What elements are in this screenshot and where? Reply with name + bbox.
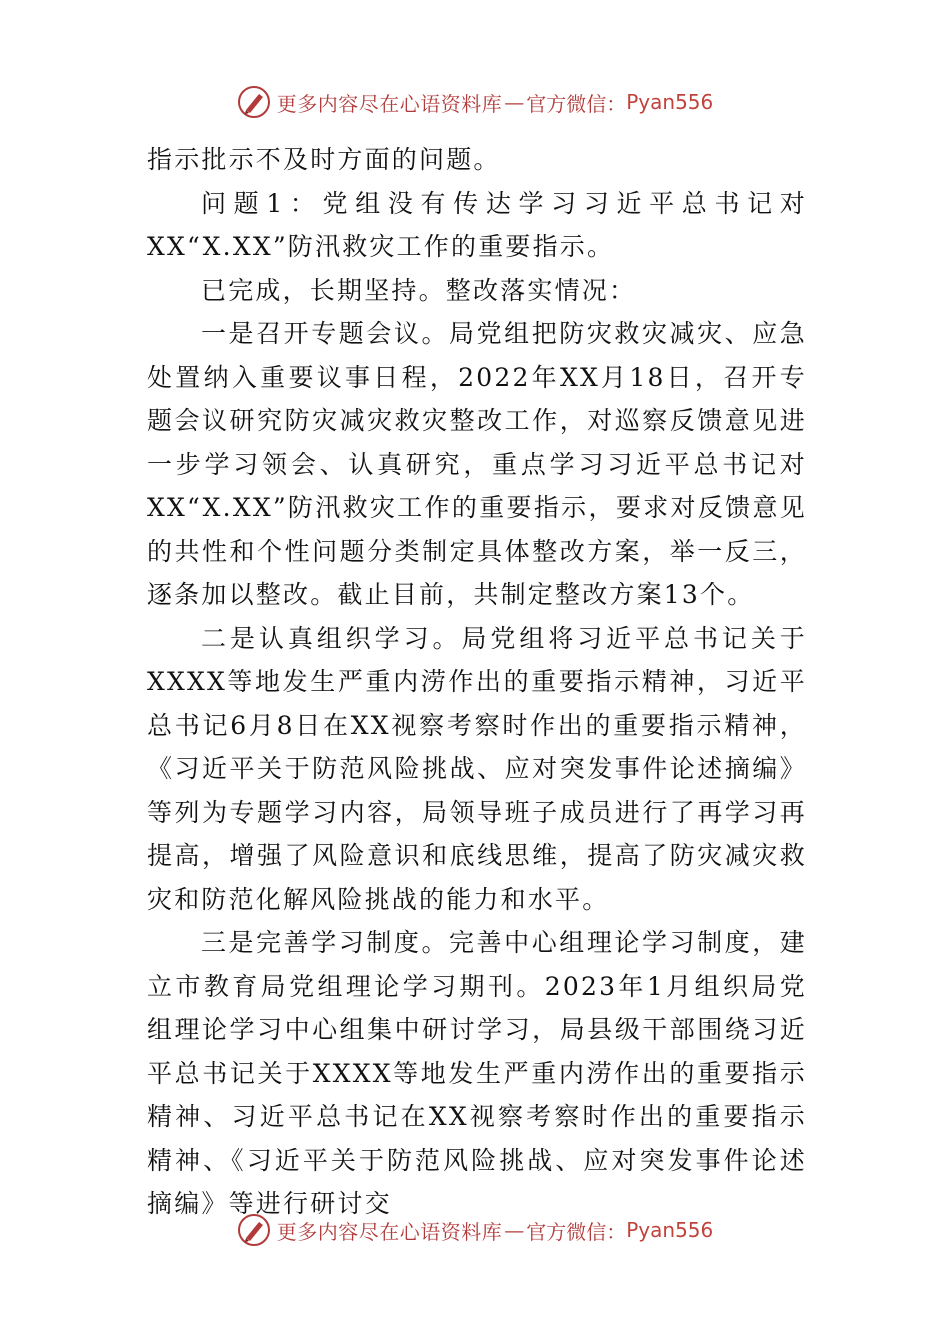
paragraph: 二是认真组织学习。局党组将习近平总书记关于XXXX等地发生严重内涝作出的重要指示精神，习近平总书记6月8日在XX视察考察时作出的重要指示精神，《习近平关于防范风险挑战、应对突发事件论述摘编》等列为专题学习内容，局领导班子成员进行了再学习再提高，增强了风险意识和底线思维，提高了防灾减灾救灾和防范化解风险挑战的能力和水平。 xyxy=(147,623,807,914)
pen-logo-icon xyxy=(237,85,271,119)
header-watermark xyxy=(0,82,950,122)
paragraph: 问题1：党组没有传达学习习近平总书记对XX“X.XX”防汛救灾工作的重要指示。 xyxy=(147,188,807,261)
watermark-wechat-id: Pyan556 xyxy=(626,90,714,114)
watermark-separator: — xyxy=(504,1218,525,1242)
watermark-wechat-label: 官方微信： xyxy=(526,91,627,116)
watermark-wechat-id: Pyan556 xyxy=(626,1218,714,1242)
footer-watermark xyxy=(0,1210,950,1250)
watermark-separator: — xyxy=(504,90,525,114)
watermark-wechat-label: 官方微信： xyxy=(526,1219,627,1244)
paragraph: 一是召开专题会议。局党组把防灾救灾减灾、应急处置纳入重要议事日程，2022年XX月18日，召开专题会议研究防灾减灾救灾整改工作，对巡察反馈意见进一步学习领会、认真研究，重点学习习近平总书记对XX“X.XX”防汛救灾工作的重要指示，要求对反馈意见的共性和个性问题分类制定具体整改方案，举一反三，逐条加以整改。截止目前，共制定整改方案13个。 xyxy=(147,319,807,609)
paragraph: 三是完善学习制度。完善中心组理论学习制度，建立市教育局党组理论学习期刊。2023年1月组织局党组理论学习中心组集中研讨学习，局县级干部围绕习近平总书记关于XXXX等地发生严重内涝作出的重要指示精神、习近平总书记在XX视察考察时作出的重要指示精神、《习近平关于防范风险挑战、应对突发事件论述摘编》等进行研讨交 xyxy=(147,928,807,1218)
paragraph: 已完成，长期坚持。整改落实情况： xyxy=(201,275,637,305)
paragraph: 指示批示不及时方面的问题。 xyxy=(147,145,501,174)
watermark-brand: 更多内容尽在心语资料库 xyxy=(276,1219,503,1244)
pen-logo-icon xyxy=(237,1213,271,1247)
document-body xyxy=(147,138,807,1226)
watermark-brand: 更多内容尽在心语资料库 xyxy=(276,91,503,116)
